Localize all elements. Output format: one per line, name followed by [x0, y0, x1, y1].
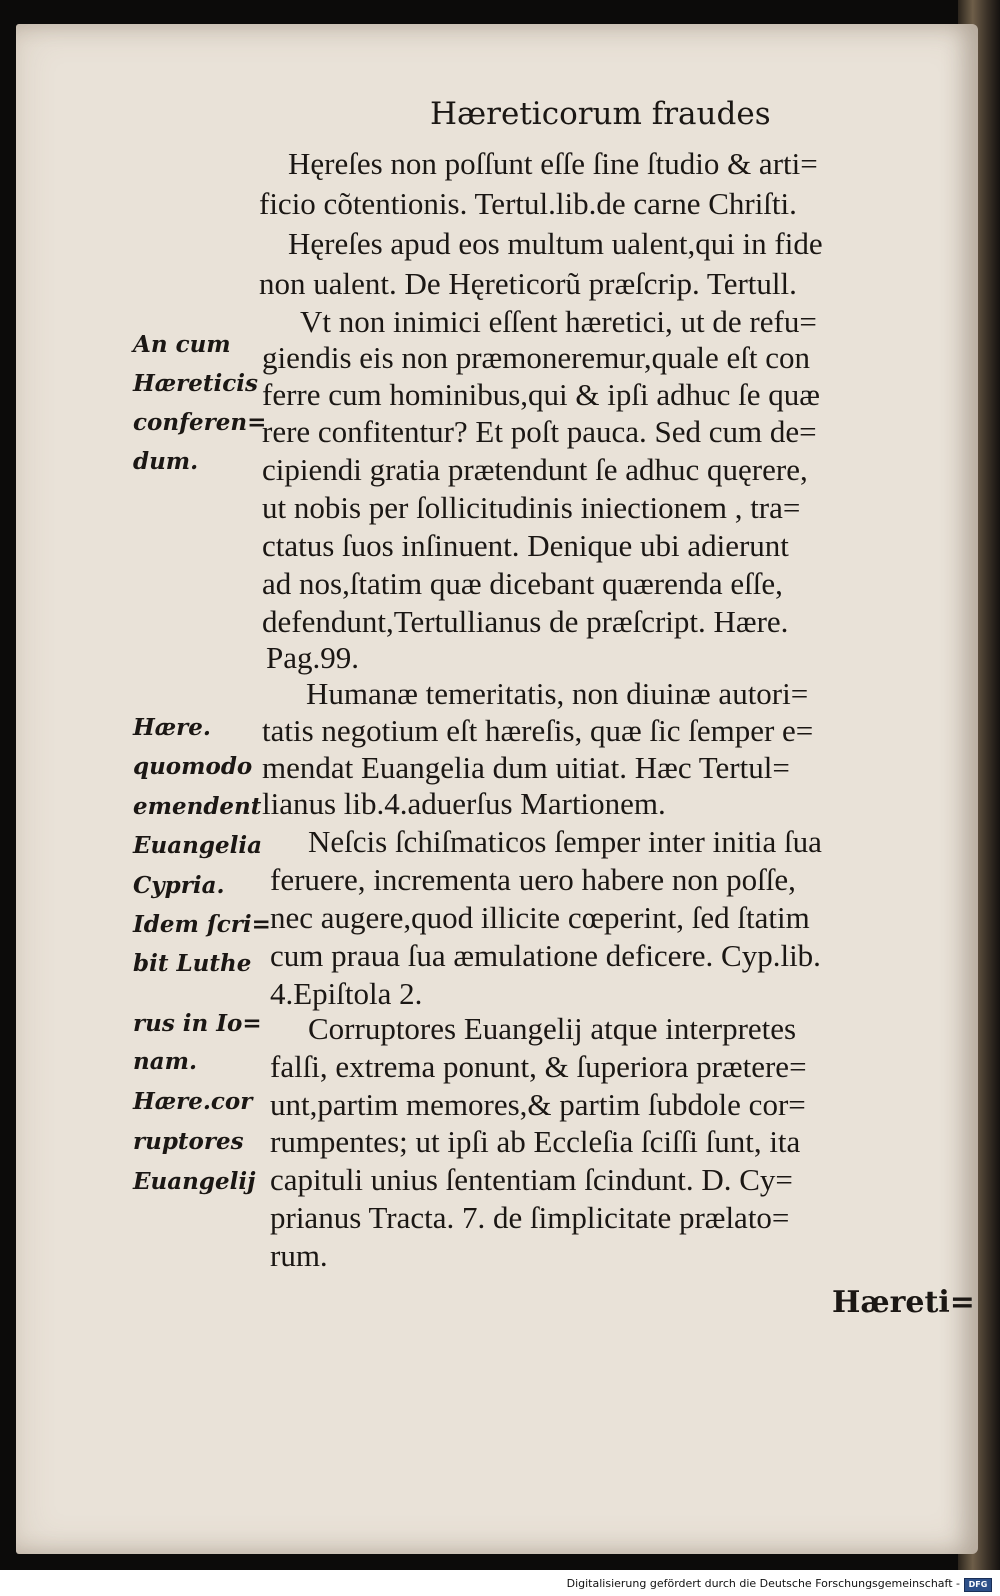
text-line: ad nos,ſtatim quæ dicebant quærenda eſſe,	[262, 566, 783, 601]
text-line: Humanæ temeritatis, non diuinæ autori=	[306, 676, 809, 711]
margin-note: emendent	[133, 793, 262, 820]
text-line: non ualent. De Hęreticorũ præſcrip. Tertull.	[259, 266, 797, 301]
margin-note: rus in Io=	[133, 1010, 262, 1037]
running-title: Hæreticorum fraudes	[430, 96, 771, 132]
margin-note: Hære.cor	[133, 1088, 253, 1115]
margin-note: bit Luthe	[133, 950, 252, 977]
text-line: Pag.99.	[266, 640, 359, 675]
text-line: Hęreſes apud eos multum ualent,qui in fide	[288, 226, 823, 261]
margin-note: Hære.	[133, 714, 211, 741]
text-line: defendunt,Tertullianus de præſcript. Hære.	[262, 604, 789, 639]
text-line: tatis negotium eſt hæreſis, quæ ſic ſemper e=	[262, 713, 814, 748]
text-line: unt,partim memores,& partim ſubdole cor=	[270, 1087, 806, 1122]
text-line: Corruptores Euangelij atque interpretes	[308, 1011, 797, 1046]
catchword: Hæreti=	[832, 1285, 975, 1320]
text-line: mendat Euangelia dum uitiat. Hæc Tertul=	[262, 750, 790, 785]
margin-note: Euangelij	[133, 1168, 256, 1195]
text-line: falſi, extrema ponunt, & ſuperiora prætere=	[270, 1049, 807, 1084]
text-line: cum praua ſua æmulatione deficere. Cyp.lib.	[270, 938, 821, 973]
text-line: rum.	[270, 1238, 328, 1273]
margin-note: ruptores	[133, 1128, 244, 1155]
text-line: nec augere,quod illicite cœperint, ſed ſtatim	[270, 900, 810, 935]
text-line: Hęreſes non poſſunt eſſe ſine ſtudio & arti=	[288, 146, 818, 181]
margin-note: Euangelia	[133, 832, 262, 859]
text-line: giendis eis non præmoneremur,quale eſt con	[262, 340, 811, 375]
dfg-logo: DFG	[964, 1578, 992, 1592]
text-line: Vt non inimici eſſent hæretici, ut de refu=	[300, 304, 817, 339]
margin-note: nam.	[133, 1048, 197, 1075]
digitization-credit: Digitalisierung gefördert durch die Deutsche Forschungsgemeinschaft -	[566, 1577, 960, 1590]
text-line: ficio cõtentionis. Tertul.lib.de carne Chriſti.	[259, 186, 797, 221]
text-line: rumpentes; ut ipſi ab Eccleſia ſciſſi ſunt, ita	[270, 1124, 801, 1159]
text-line: prianus Tracta. 7. de ſimplicitate prælato=	[270, 1200, 790, 1235]
margin-note: An cum	[133, 331, 231, 358]
text-line: cipiendi gratia prætendunt ſe adhuc quęrere,	[262, 452, 808, 487]
text-line: ferre cum hominibus,qui & ipſi adhuc ſe quæ	[262, 377, 820, 412]
margin-note: Hæreticis	[133, 370, 258, 397]
text-line: Neſcis ſchiſmaticos ſemper inter initia ſua	[308, 824, 822, 859]
margin-note: dum.	[133, 448, 199, 475]
text-line: capituli unius ſententiam ſcindunt. D. Cy=	[270, 1162, 793, 1197]
text-line: ctatus ſuos inſinuent. Denique ubi adierunt	[262, 528, 789, 563]
text-line: ut nobis per ſollicitudinis iniectionem , tra=	[262, 490, 801, 525]
margin-note: Cypria.	[133, 872, 225, 899]
text-line: feruere, incrementa uero habere non poſſe,	[270, 862, 796, 897]
text-line: 4.Epiſtola 2.	[270, 976, 423, 1011]
margin-note: quomodo	[133, 753, 253, 780]
margin-note: conferen=	[133, 409, 267, 436]
margin-note: Idem ſcri=	[133, 911, 271, 938]
text-line: lianus lib.4.aduerſus Martionem.	[262, 786, 666, 821]
text-line: rere confitentur? Et poſt pauca. Sed cum de=	[262, 414, 817, 449]
